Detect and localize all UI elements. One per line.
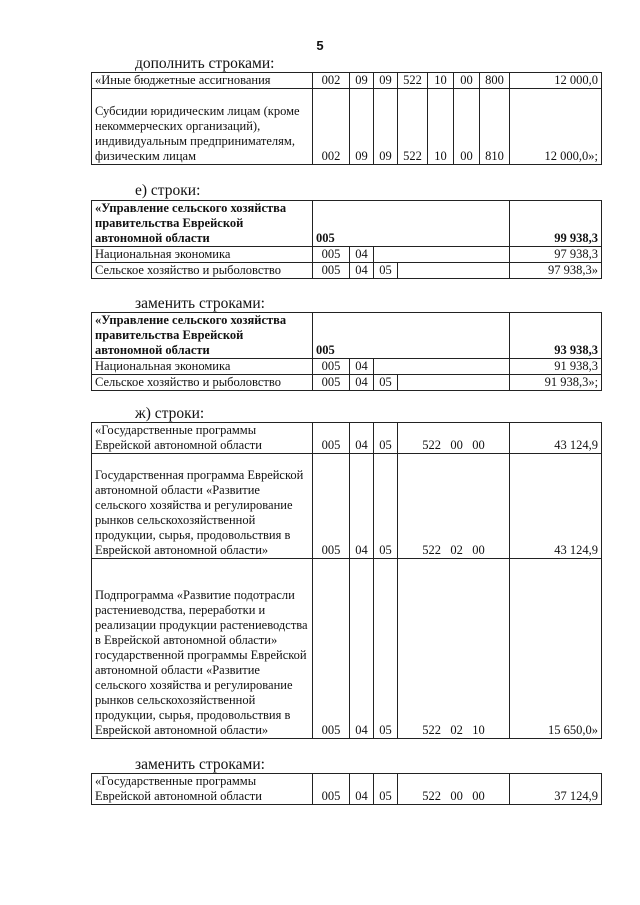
row-name: Субсидии юридическим лицам (кроме некоммерческих организаций), индивидуальным предпринимателям, физическим лицам (92, 89, 313, 165)
row-name: «Иные бюджетные ассигнования (92, 73, 313, 89)
row-pr (374, 247, 510, 263)
row-cs2: 02 (450, 543, 463, 557)
row-vr: 810 (480, 89, 510, 165)
row-pr (374, 359, 510, 375)
section-label-replace-rows-2: заменить строками: (135, 756, 265, 773)
table-row (92, 774, 602, 805)
row-pr: 05 (374, 375, 398, 391)
row-cs (398, 559, 510, 739)
row-cs1: 522 (398, 73, 428, 89)
row-pr: 05 (374, 774, 398, 805)
row-cs2: 00 (450, 789, 463, 803)
row-cs1: 522 (422, 438, 441, 452)
row-sum: 15 650,0» (510, 559, 602, 739)
table-row (92, 73, 602, 89)
row-sum: 91 938,3»; (510, 375, 602, 391)
row-ved: 005 (313, 774, 350, 805)
budget-table-replace-rows (91, 312, 602, 391)
row-pr: 09 (374, 89, 398, 165)
table-row (92, 247, 602, 263)
table-row (92, 89, 602, 165)
row-cs (398, 774, 510, 805)
row-sum: 43 124,9 (510, 423, 602, 454)
row-name: Государственная программа Еврейской автономной области «Развитие сельского хозяйства и регулирование рынков сельскохозяйственной продукции, сырья, продовольствия в Еврейской автономной области» (92, 454, 313, 559)
row-pr: 05 (374, 559, 398, 739)
row-cs3: 00 (472, 789, 485, 803)
row-sum: 93 938,3 (510, 313, 602, 359)
row-pr: 05 (374, 263, 398, 279)
table-row (92, 559, 602, 739)
row-sum: 12 000,0 (510, 73, 602, 89)
row-ved: 005 (313, 359, 350, 375)
row-name: «Государственные программы Еврейской автономной области (92, 423, 313, 454)
row-pr: 09 (374, 73, 398, 89)
budget-table-rows-e (91, 200, 602, 279)
row-cs (398, 454, 510, 559)
row-rz: 04 (350, 375, 374, 391)
row-name: «Управление сельского хозяйства правительства Еврейской автономной области (92, 201, 313, 247)
row-rz: 04 (350, 423, 374, 454)
row-cs3: 00 (454, 89, 480, 165)
row-ved: 005 (313, 263, 350, 279)
row-cs1: 522 (422, 789, 441, 803)
row-ved: 005 (313, 201, 510, 247)
row-rz: 04 (350, 454, 374, 559)
row-rz: 04 (350, 359, 374, 375)
row-cs3: 00 (472, 543, 485, 557)
row-sum: 97 938,3» (510, 263, 602, 279)
row-pr: 05 (374, 423, 398, 454)
section-label-add-rows: дополнить строками: (135, 55, 275, 72)
row-name: Национальная экономика (92, 359, 313, 375)
row-rz: 04 (350, 263, 374, 279)
row-ved: 005 (313, 454, 350, 559)
row-cs2: 10 (428, 73, 454, 89)
row-name: Сельское хозяйство и рыболовство (92, 263, 313, 279)
row-cs2: 00 (450, 438, 463, 452)
row-cs1: 522 (422, 543, 441, 557)
section-label-rows-e: е) строки: (135, 182, 201, 199)
row-ved: 005 (313, 247, 350, 263)
row-sum: 37 124,9 (510, 774, 602, 805)
row-name: «Управление сельского хозяйства правительства Еврейской автономной области (92, 313, 313, 359)
budget-table-rows-zh (91, 422, 602, 739)
table-row (92, 313, 602, 359)
table-row (92, 454, 602, 559)
section-label-rows-zh: ж) строки: (135, 405, 205, 422)
row-rz: 09 (350, 73, 374, 89)
table-row (92, 201, 602, 247)
row-ved: 005 (313, 559, 350, 739)
row-cs3: 10 (472, 723, 485, 737)
row-rz: 09 (350, 89, 374, 165)
row-ved: 002 (313, 73, 350, 89)
row-sum: 12 000,0»; (510, 89, 602, 165)
row-ved: 005 (313, 375, 350, 391)
row-cs1 (398, 375, 510, 391)
table-row (92, 263, 602, 279)
row-name: Сельское хозяйство и рыболовство (92, 375, 313, 391)
row-cs2: 10 (428, 89, 454, 165)
row-rz: 04 (350, 247, 374, 263)
row-cs1 (398, 263, 510, 279)
row-cs2: 02 (450, 723, 463, 737)
page-number: 5 (316, 38, 324, 53)
row-cs1: 522 (398, 89, 428, 165)
row-name: «Государственные программы Еврейской автономной области (92, 774, 313, 805)
row-cs1: 522 (422, 723, 441, 737)
row-ved: 002 (313, 89, 350, 165)
row-rz: 04 (350, 774, 374, 805)
row-ved: 005 (313, 423, 350, 454)
row-vr: 800 (480, 73, 510, 89)
row-pr: 05 (374, 454, 398, 559)
budget-table-add-rows (91, 72, 602, 165)
row-rz: 04 (350, 559, 374, 739)
section-label-replace-rows: заменить строками: (135, 295, 265, 312)
row-name: Национальная экономика (92, 247, 313, 263)
row-sum: 43 124,9 (510, 454, 602, 559)
table-row (92, 359, 602, 375)
row-cs3: 00 (454, 73, 480, 89)
row-sum: 91 938,3 (510, 359, 602, 375)
row-sum: 97 938,3 (510, 247, 602, 263)
table-row (92, 375, 602, 391)
row-name: Подпрограмма «Развитие подотрасли растениеводства, переработки и реализации продукции растениеводства в Еврейской автономной области» государственной программы Еврейской автономной области «Развитие сельского хозяйства и регулирование рынков сельскохозяйственной продукции, сырья, продовольствия в Еврейской автономной области» (92, 559, 313, 739)
table-row (92, 423, 602, 454)
row-cs3: 00 (472, 438, 485, 452)
row-ved: 005 (313, 313, 510, 359)
row-sum: 99 938,3 (510, 201, 602, 247)
row-cs (398, 423, 510, 454)
budget-table-replace-rows-2 (91, 773, 602, 805)
